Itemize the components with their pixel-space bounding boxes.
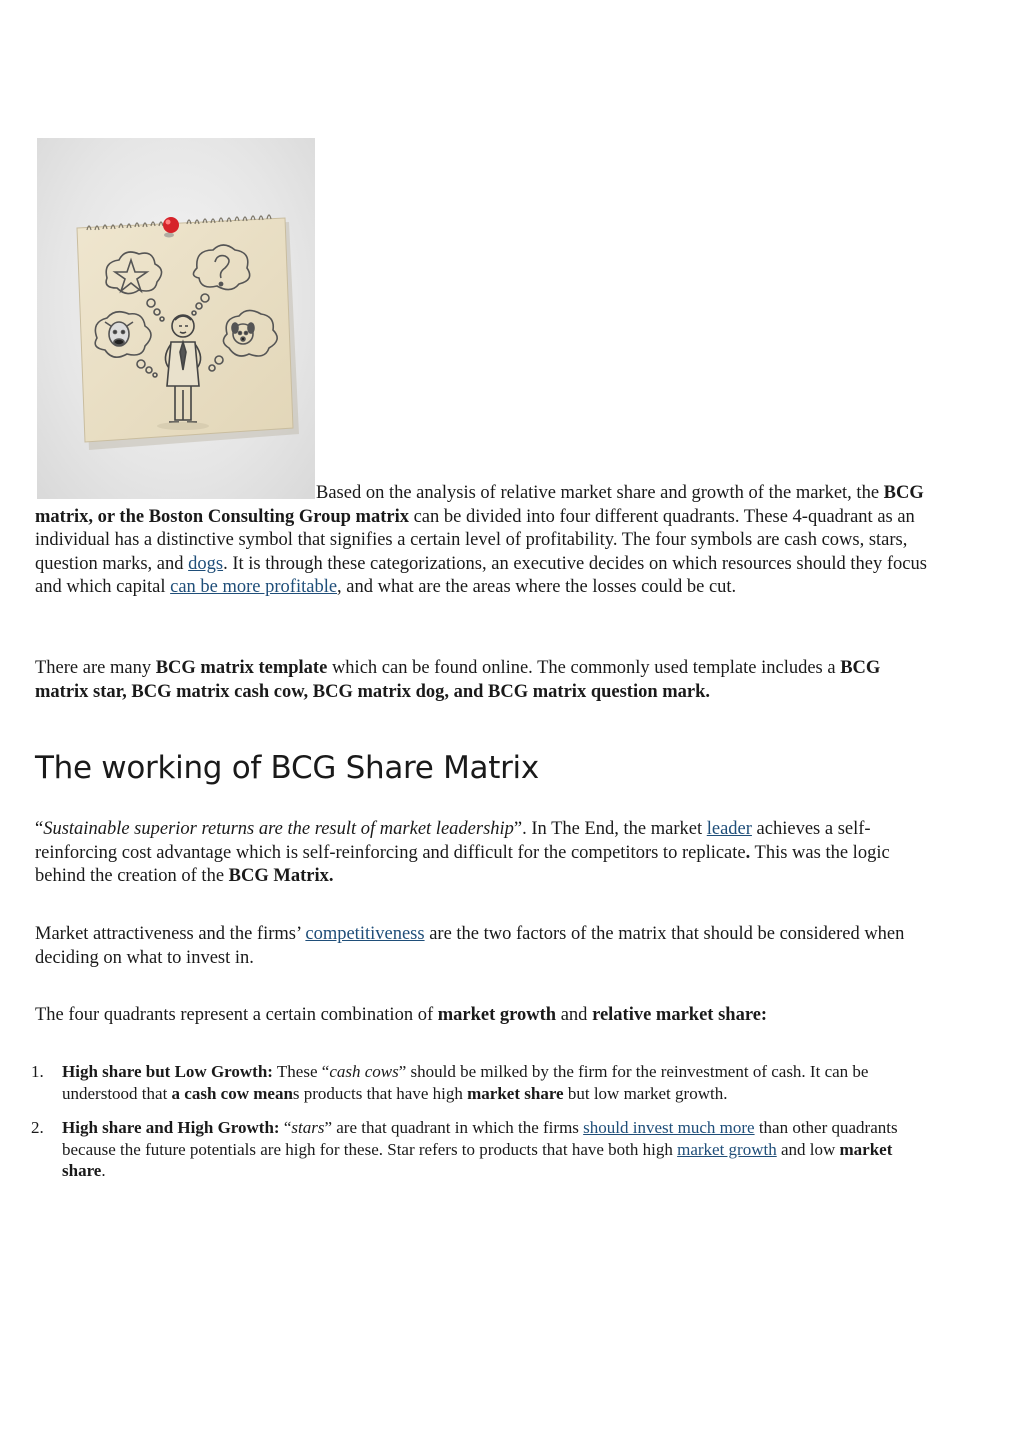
templates-text-2: which can be found online. The commonly used template includes a (327, 658, 841, 678)
section-heading: The working of BCG Share Matrix (35, 750, 539, 786)
templates-bold-2: BCG matrix star, BCG matrix cash cow, BCG matrix dog, and BCG matrix question mark. (35, 658, 881, 702)
list-number: 1. (31, 1062, 44, 1081)
list-text: than other quadrants because the future potentials are high for these. Star refers to products that have both high (62, 1118, 898, 1159)
list-text: . (101, 1161, 106, 1180)
templates-paragraph (35, 657, 935, 704)
bcg-illustration-image (37, 138, 315, 499)
list-emphasis: cash cows (329, 1062, 399, 1081)
quadrants-bold-share: relative market share: (592, 1005, 768, 1025)
list-bold: a cash cow mean (171, 1083, 293, 1103)
quadrant-list (31, 1061, 935, 1195)
list-item (31, 1061, 935, 1104)
working-paragraph (35, 818, 935, 889)
intro-paragraph (35, 482, 935, 600)
list-text: but low market growth. (563, 1083, 728, 1103)
working-text-1: achieves a self-reinforcing cost advantage which is self-reinforcing and difficult for the competitors to replicate (35, 819, 871, 863)
profitable-link[interactable]: can be more profitable (170, 577, 338, 597)
list-item-title: High share but Low Growth: (62, 1062, 273, 1081)
working-text-2: This was the logic behind the creation of the (35, 842, 890, 886)
list-text: “ (279, 1118, 292, 1137)
leader-link[interactable]: leader (706, 819, 752, 839)
list-text: s products that have high (292, 1083, 468, 1103)
quadrants-intro-paragraph (35, 1004, 935, 1028)
working-bold-bcg: BCG Matrix. (228, 866, 334, 886)
market-growth-link[interactable]: market growth (677, 1139, 777, 1159)
intro-bold-bcg: BCG matrix, or the Boston Consulting Group matrix (35, 483, 924, 527)
list-item-title: High share and High Growth: (62, 1118, 280, 1137)
list-text: and low (776, 1139, 840, 1159)
intro-text-3: . It is through these categorizations, an executive decides on which resources should they focus and which capital (35, 553, 927, 597)
factors-text-2: are the two factors of the matrix that should be considered when deciding on what to invest in. (35, 924, 905, 968)
quote-text: Sustainable superior returns are the result of market leadership (43, 819, 514, 839)
quadrants-text-2: and (556, 1005, 593, 1025)
intro-text-1: Based on the analysis of relative market share and growth of the market, the (316, 483, 884, 503)
factors-text-1: Market attractiveness and the firms’ (35, 924, 306, 944)
factors-paragraph (35, 923, 935, 970)
invest-more-link[interactable]: should invest much more (583, 1118, 755, 1137)
competitiveness-link[interactable]: competitiveness (305, 924, 425, 944)
intro-text-4: , and what are the areas where the losses could be cut. (337, 577, 737, 597)
list-number: 2. (31, 1118, 44, 1137)
list-text: These “ (272, 1062, 330, 1081)
quadrants-bold-growth: market growth (437, 1005, 557, 1025)
sticky-note-illustration-icon (37, 138, 315, 499)
list-text: ” should be milked by the firm for the reinvestment of cash. It can be understood that (62, 1062, 869, 1103)
list-emphasis: stars (291, 1118, 325, 1137)
quadrants-text-1: The four quadrants represent a certain combination of (35, 1005, 438, 1025)
working-bold-dot: . (745, 842, 751, 863)
templates-bold-1: BCG matrix template (155, 658, 328, 678)
quote-close: ”. In The End, the market (513, 819, 707, 839)
list-text: ” are that quadrant in which the firms (324, 1118, 584, 1137)
templates-text-1: There are many (35, 658, 156, 678)
intro-text-2: can be divided into four different quadrants. These 4-quadrant as an individual has a distinctive symbol that signifies a certain level of profitability. The four symbols are cash cows, stars, question marks, and (35, 506, 915, 574)
quote-open: “ (35, 819, 44, 839)
list-bold: market share (62, 1139, 893, 1180)
dogs-link[interactable]: dogs (188, 553, 224, 574)
list-bold: market share (467, 1083, 564, 1103)
list-item (31, 1117, 935, 1182)
